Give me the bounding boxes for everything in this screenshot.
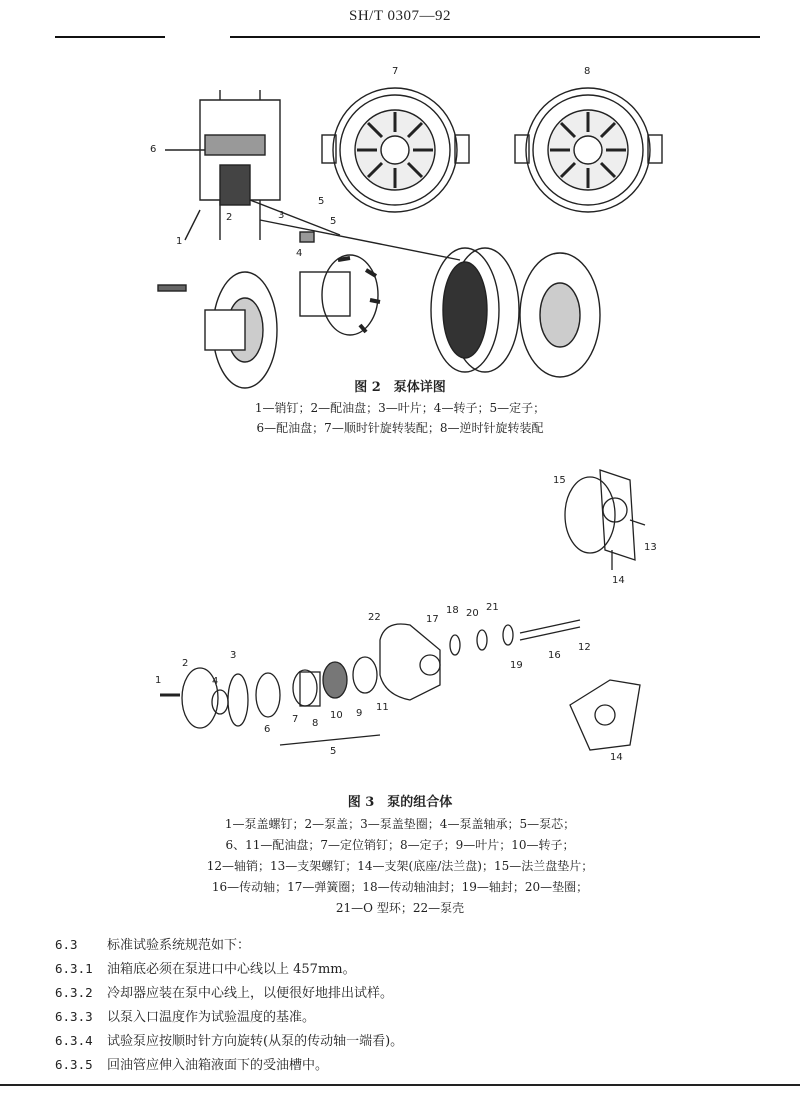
fig3-label: 1 bbox=[155, 675, 162, 686]
fig3-label: 17 bbox=[426, 614, 439, 625]
fig3-label: 22 bbox=[368, 612, 381, 623]
fig3-label: 3 bbox=[230, 650, 237, 661]
fig3-label: 5 bbox=[330, 746, 337, 757]
fig3-label: 6 bbox=[264, 724, 271, 735]
fig3-label: 7 bbox=[292, 714, 299, 725]
clause-text: 以泵入口温度作为试验温度的基准。 bbox=[107, 1010, 316, 1025]
fig3-label: 20 bbox=[466, 608, 479, 619]
spec-clause bbox=[55, 1030, 403, 1049]
footer-rule bbox=[0, 1084, 800, 1086]
clause-text: 油箱底必须在泵进口中心线以上 457mm。 bbox=[107, 962, 356, 977]
spec-clause bbox=[55, 982, 393, 1001]
clause-text: 回油管应伸入油箱液面下的受油槽中。 bbox=[107, 1058, 329, 1073]
fig2-label: 5 bbox=[330, 216, 337, 227]
fig2-label: 7 bbox=[392, 66, 399, 77]
clause-text: 标准试验系统规范如下： bbox=[107, 938, 251, 953]
clause-number: 6.3.5 bbox=[55, 1057, 93, 1072]
fig3-label: 18 bbox=[446, 605, 459, 616]
spec-clause bbox=[55, 958, 356, 977]
fig3-label: 12 bbox=[578, 642, 591, 653]
fig2-label: 8 bbox=[584, 66, 591, 77]
figure-3-legend-line: 1—泵盖螺钉；2—泵盖；3—泵盖垫圈；4—泵盖轴承；5—泵芯； bbox=[224, 817, 576, 831]
fig3-label: 21 bbox=[486, 602, 499, 613]
figure-3-legend-line: 21—O 型环；22—泵壳 bbox=[335, 901, 465, 915]
fig2-label: 1 bbox=[176, 236, 183, 247]
spec-clause bbox=[55, 1054, 328, 1073]
clause-number: 6.3 bbox=[55, 937, 78, 952]
fig3-label: 11 bbox=[376, 702, 389, 713]
fig3-label: 14 bbox=[612, 575, 625, 586]
fig2-label: 2 bbox=[226, 212, 233, 223]
fig2-label: 5 bbox=[318, 196, 325, 207]
clause-number: 6.3.2 bbox=[55, 985, 93, 1000]
header-rule-right bbox=[230, 36, 760, 38]
header-rule-left bbox=[55, 36, 165, 38]
fig3-label: 10 bbox=[330, 710, 343, 721]
fig3-label: 16 bbox=[548, 650, 561, 661]
fig3-label: 14 bbox=[610, 752, 623, 760]
figure-3-legend-line: 16—传动轴；17—弹簧圈；18—传动轴油封；19—轴封；20—垫圈； bbox=[211, 880, 589, 894]
fig3-label: 9 bbox=[356, 708, 363, 719]
fig3-label: 8 bbox=[312, 718, 319, 729]
fig3-label: 13 bbox=[644, 542, 657, 553]
clause-number: 6.3.3 bbox=[55, 1009, 93, 1024]
figure-2-title: 图 2 泵体详图 bbox=[354, 380, 446, 395]
fig3-label: 15 bbox=[553, 475, 566, 486]
fig3-label: 2 bbox=[182, 658, 189, 669]
figure-3-drawing bbox=[0, 450, 800, 760]
figure-2-drawing bbox=[0, 40, 800, 410]
clause-text: 冷却器应装在泵中心线上，以便很好地排出试样。 bbox=[107, 986, 394, 1001]
figure-3-legend-line: 12—轴销；13—支架螺钉；14—支架(底座/法兰盘)；15—法兰盘垫片； bbox=[206, 859, 594, 873]
page-header bbox=[0, 0, 800, 40]
figure-2-legend-line: 1—销钉；2—配油盘；3—叶片；4—转子；5—定子； bbox=[254, 401, 546, 415]
standard-code: SH/T 0307—92 bbox=[349, 8, 451, 24]
fig2-label: 6 bbox=[150, 144, 157, 155]
figure-3-legend-line: 6、11—配油盘；7—定位销钉；8—定子；9—叶片；10—转子； bbox=[225, 838, 575, 852]
figure-3-title: 图 3 泵的组合体 bbox=[347, 795, 453, 810]
spec-clause bbox=[55, 934, 250, 953]
spec-clause bbox=[55, 1006, 315, 1025]
clause-number: 6.3.1 bbox=[55, 961, 93, 976]
fig3-label: 4 bbox=[212, 676, 219, 687]
fig2-label: 4 bbox=[296, 248, 303, 259]
clause-text: 试验泵应按顺时针方向旋转(从泵的传动轴一端看)。 bbox=[107, 1034, 404, 1049]
fig2-label: 3 bbox=[278, 210, 285, 221]
clause-number: 6.3.4 bbox=[55, 1033, 93, 1048]
fig3-label: 19 bbox=[510, 660, 523, 671]
figure-2-legend-line: 6—配油盘；7—顺时针旋转装配；8—逆时针旋转装配 bbox=[256, 421, 544, 435]
